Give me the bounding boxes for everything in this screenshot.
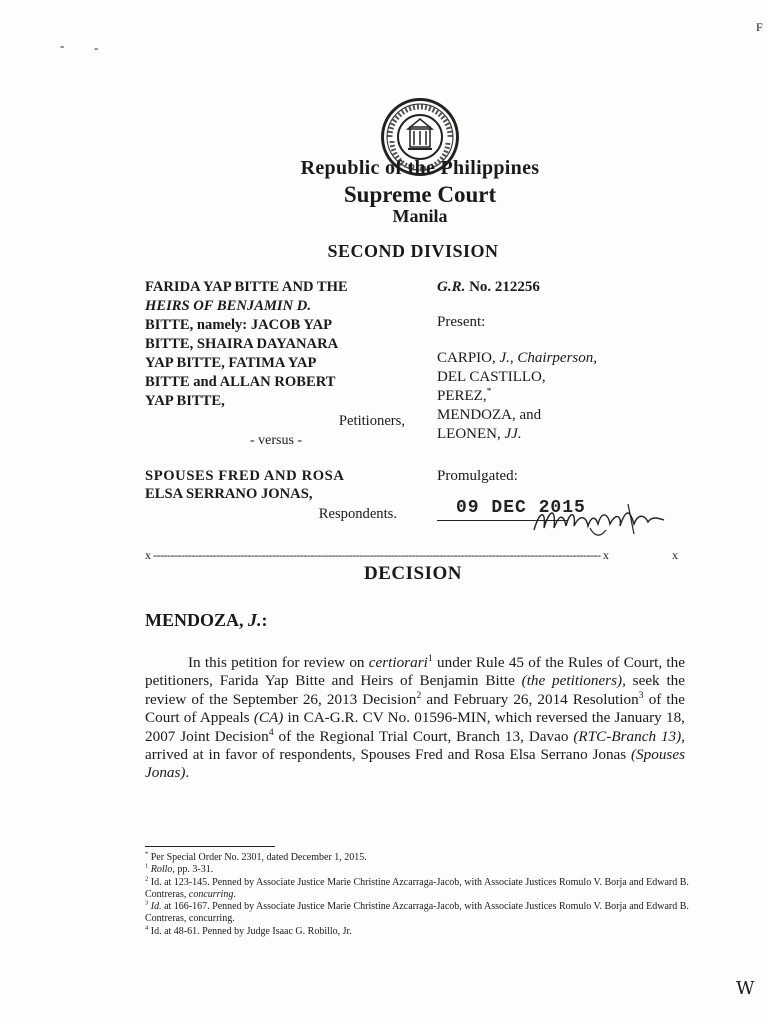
text-run: In this petition for review on: [188, 654, 369, 671]
footnote-ref: 4: [268, 726, 274, 738]
petitioner-line: YAP BITTE, FATIMA YAP: [145, 355, 317, 371]
margin-mark: F: [756, 20, 763, 34]
divider-end-mark: x: [672, 548, 678, 562]
footnote: [145, 852, 690, 864]
petitioner-line: BITTE and ALLAN ROBERT: [145, 374, 336, 390]
footnote: [145, 877, 690, 902]
footnote-ref: 2: [416, 689, 422, 701]
bench-member: LEONEN, JJ.: [437, 426, 522, 442]
petitioners-label: Petitioners,: [338, 413, 405, 429]
division-heading: SECOND DIVISION: [327, 241, 499, 261]
petitioner-line: BITTE, namely: JACOB YAP: [145, 317, 333, 333]
footnote-ref: 1: [427, 652, 433, 664]
italic-run: certiorari: [368, 654, 428, 671]
footnote-ref: 4: [145, 924, 149, 932]
clerk-signature: [530, 500, 670, 545]
footnote: [145, 926, 690, 938]
bench-member: DEL CASTILLO,: [437, 369, 546, 385]
petitioner-line: YAP BITTE,: [145, 393, 225, 409]
text-run: .: [185, 764, 190, 782]
footnote-ref: 2: [145, 875, 149, 883]
text-run: Id. at 123-145. Penned by Associate Justice Marie Christine Azcarraga-Jacob, with Associate Justices Romulo V. Borja and Edward B. Contreras,: [145, 876, 689, 900]
bench-member: PEREZ,*: [437, 386, 492, 404]
respondent-line: ELSA SERRANO JONAS,: [145, 486, 313, 502]
text-run: Per Special Order No. 2301, dated December 1, 2015.: [148, 852, 367, 863]
footnote: [145, 864, 690, 876]
footnote-ref: *: [145, 850, 149, 858]
petitioner-line: BITTE, SHAIRA DAYANARA: [145, 336, 339, 352]
city-heading: Manila: [392, 206, 448, 226]
margin-mark: -: [94, 40, 99, 55]
respondents-block: [145, 467, 405, 523]
versus-label: - versus -: [250, 433, 303, 448]
petitioner-line: FARIDA YAP BITTE AND THE: [145, 279, 348, 295]
republic-heading: Republic of the Philippines: [300, 157, 540, 179]
text-run: at 166-167. Penned by Associate Justice Marie Christine Azcarraga-Jacob, with Associate Justices Romulo V. Borja and Edward B. Contreras, concurring.: [145, 901, 689, 925]
decision-title: DECISION: [364, 563, 462, 584]
margin-mark: -: [60, 38, 65, 53]
bench-member: MENDOZA, and: [437, 407, 542, 423]
text-run: in CA-G.R. CV No. 01596-MIN, which reversed the January 18, 2007 Joint Decision: [145, 709, 685, 745]
bench-list: [437, 349, 597, 444]
footnote-ref: 1: [145, 862, 149, 870]
present-label: Present:: [437, 314, 486, 330]
petitioner-line: HEIRS OF BENJAMIN D.: [145, 298, 311, 314]
petitioners-block: [145, 278, 405, 431]
italic-run: (Spouses Jonas): [145, 746, 685, 782]
italic-run: (the petitioners),: [521, 672, 626, 690]
caption-divider: x -------------------------------------------------------------------------------------------------------------------------------- x: [145, 548, 609, 562]
text-run: , pp. 3-31.: [172, 864, 214, 876]
text-run: and February 26, 2014 Resolution: [421, 690, 639, 708]
italic-run: (CA): [253, 709, 284, 727]
text-run: of the Regional Trial Court, Branch 13, Davao: [273, 727, 574, 745]
text-run: under Rule 45 of the Rules of Court, the petitioners, Farida Yap Bitte and Heirs of Benjamin Bitte: [145, 654, 685, 690]
text-run: seek the review of the September 26, 2013 Decision: [145, 672, 685, 708]
bench-member: CARPIO, J., Chairperson,: [437, 350, 598, 366]
footnotes: [145, 852, 690, 938]
footnote-ref: 3: [145, 899, 149, 907]
ponente: MENDOZA, J.:: [145, 610, 268, 630]
italic-run: Id.: [150, 901, 162, 913]
italic-run: (RTC-Branch 13),: [573, 727, 685, 745]
footnote: [145, 901, 690, 926]
footnote-ref: 3: [638, 689, 644, 701]
promulgated-label: Promulgated:: [437, 468, 518, 484]
respondents-label: Respondents.: [318, 506, 397, 522]
promulgated-date-stamp: 09 DEC 2015: [456, 498, 586, 518]
italic-run: concurring: [188, 888, 234, 900]
text-run: of the Court of Appeals: [145, 690, 685, 727]
text-run: arrived at in favor of respondents, Spouses Fred and Rosa Elsa Serrano Jonas: [145, 746, 631, 764]
decision-paragraph: [145, 654, 685, 783]
text-run: .: [233, 888, 236, 900]
footnote-rule: [145, 846, 275, 847]
court-heading: Supreme Court: [343, 182, 497, 207]
margin-mark: W: [736, 978, 755, 999]
italic-run: Rollo: [150, 864, 173, 876]
case-number: G.R. No. 212256: [437, 279, 540, 295]
respondent-line: SPOUSES FRED AND ROSA: [145, 468, 345, 484]
text-run: Id. at 48-61. Penned by Judge Isaac G. Robillo, Jr.: [148, 925, 352, 937]
